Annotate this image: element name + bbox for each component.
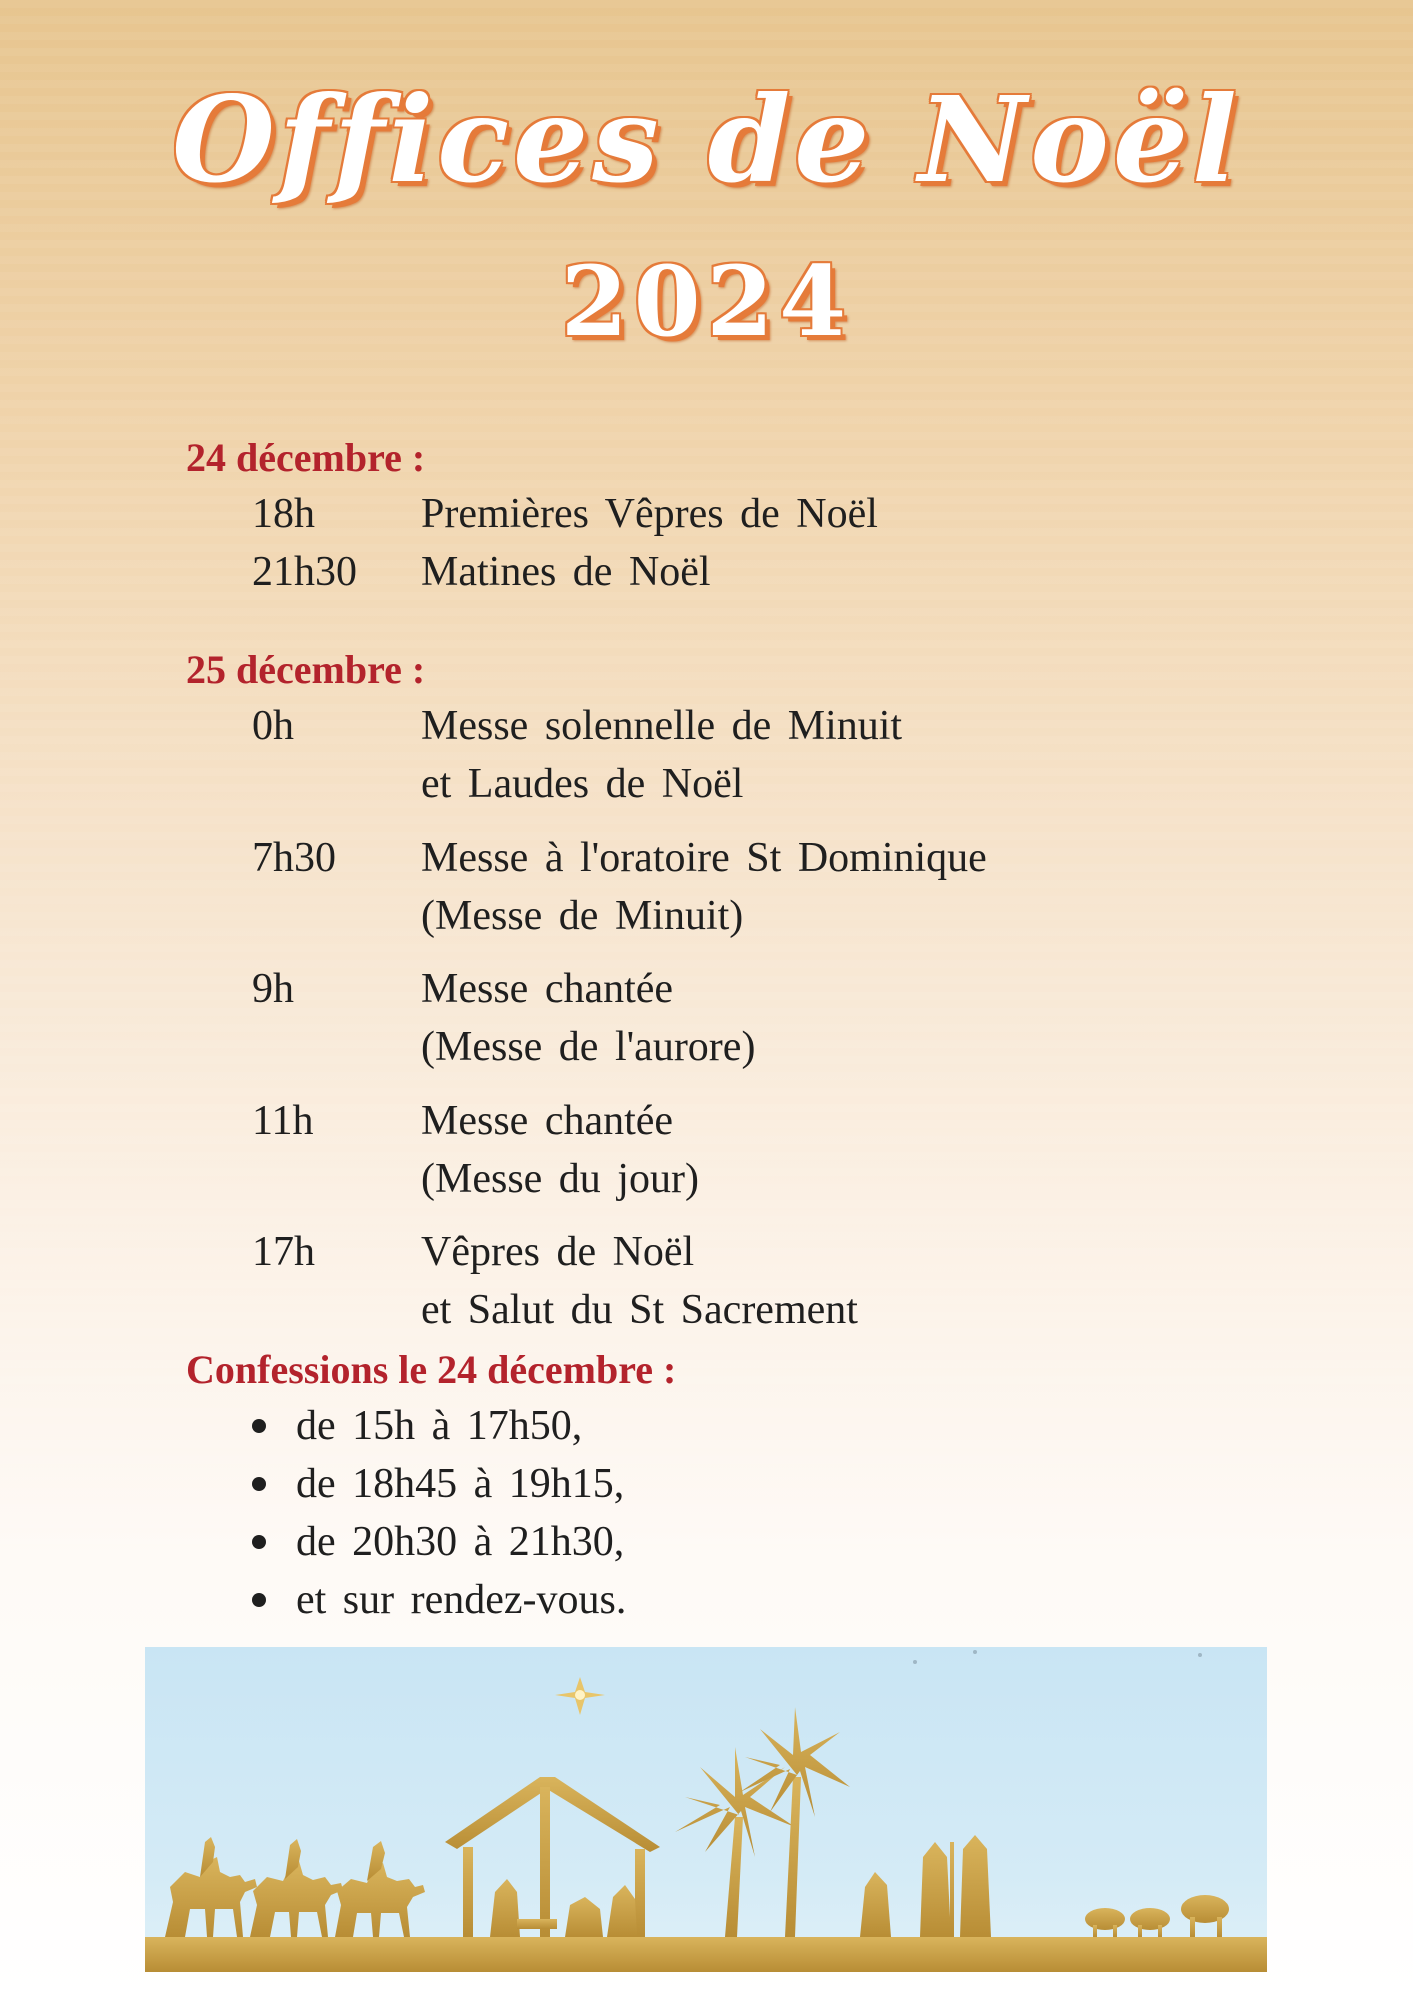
heading-25-december: 25 décembre : (186, 647, 426, 692)
confession-slot: de 18h45 à 19h15, (296, 1461, 625, 1507)
time-label: 21h30 (252, 549, 357, 595)
heading-24-december: 24 décembre : (186, 435, 426, 480)
palm-tree-icon (675, 1707, 850, 1937)
office-description: Messe solennelle de Minuit (421, 703, 903, 749)
office-description-line2: (Messe de Minuit) (421, 893, 744, 939)
bullet-icon (252, 1593, 266, 1607)
time-label: 17h (252, 1229, 315, 1275)
confession-slot: et sur rendez-vous. (296, 1577, 627, 1623)
time-label: 18h (252, 491, 315, 537)
confession-slot: de 15h à 17h50, (296, 1403, 583, 1449)
bullet-icon (252, 1419, 266, 1433)
time-label: 7h30 (252, 835, 336, 881)
page-year: 2024 (560, 245, 853, 358)
ground (145, 1937, 1267, 1972)
office-description-line2: et Salut du St Sacrement (421, 1287, 858, 1333)
star-icon (555, 1677, 605, 1715)
time-label: 11h (252, 1098, 314, 1144)
shepherd-icon (860, 1835, 991, 1937)
camel-icon (165, 1837, 257, 1937)
office-description: Messe chantée (421, 1098, 674, 1144)
office-description-line2: (Messe de l'aurore) (421, 1024, 756, 1070)
camel-icon (335, 1841, 425, 1937)
office-description-line2: (Messe du jour) (421, 1156, 699, 1202)
camel-icon (250, 1839, 343, 1937)
bullet-icon (252, 1535, 266, 1549)
office-description: Messe à l'oratoire St Dominique (421, 835, 987, 881)
nativity-silhouette (145, 1647, 1267, 1972)
heading-confessions: Confessions le 24 décembre : (186, 1347, 677, 1392)
office-description: Vêpres de Noël (421, 1229, 695, 1275)
sheep-icon (1085, 1895, 1229, 1937)
office-description-line2: et Laudes de Noël (421, 761, 744, 807)
nativity-scene-image (145, 1647, 1267, 1972)
time-label: 0h (252, 703, 294, 749)
confession-slot: de 20h30 à 21h30, (296, 1519, 625, 1565)
office-description: Premières Vêpres de Noël (421, 491, 878, 537)
office-description: Matines de Noël (421, 549, 711, 595)
bullet-icon (252, 1477, 266, 1491)
stable-icon (445, 1777, 660, 1937)
page-title: Offices de Noël (172, 70, 1241, 209)
office-description: Messe chantée (421, 966, 674, 1012)
time-label: 9h (252, 966, 294, 1012)
